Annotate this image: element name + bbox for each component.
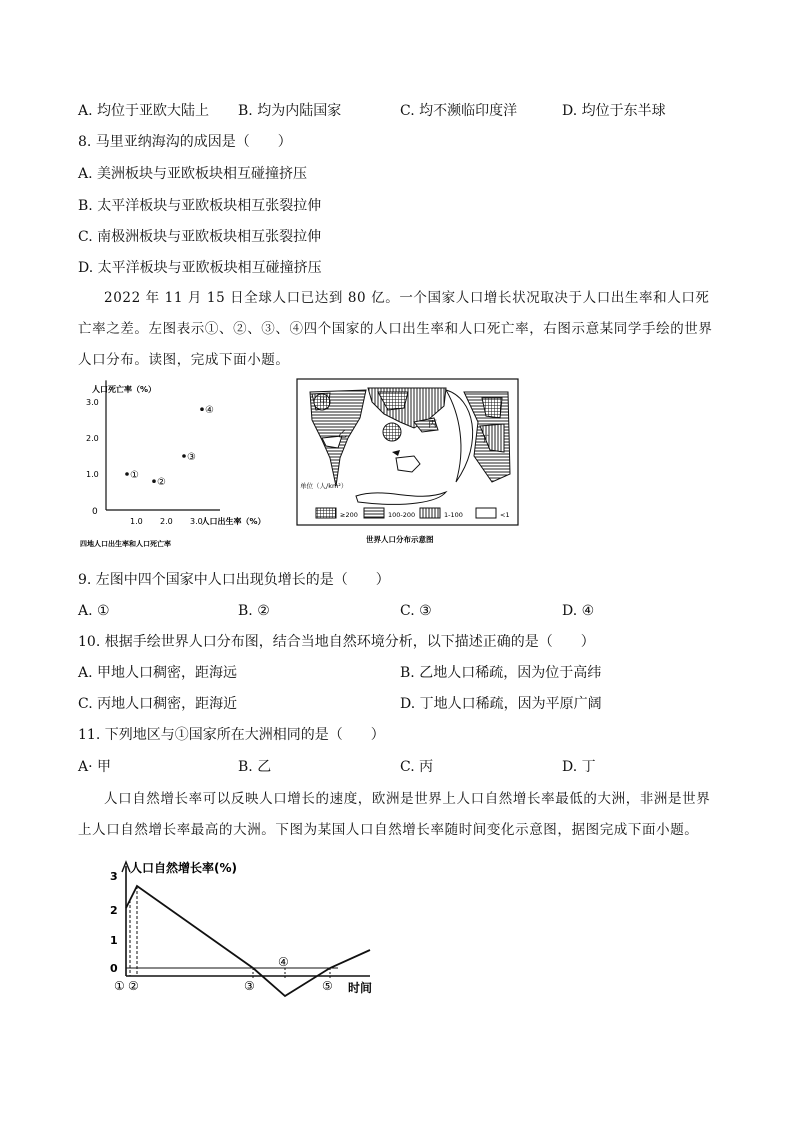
scatter-point-label-2: ②: [157, 477, 166, 489]
legend-label-3: 1-100: [444, 511, 463, 519]
q8-stem: 8. 马里亚纳海沟的成因是（ ）: [78, 134, 292, 150]
q9-option-b: B. ②: [238, 603, 270, 619]
q7-option-c: C. 均不濒临印度洋: [400, 103, 518, 119]
q7-option-b: B. 均为内陆国家: [238, 103, 342, 119]
scatter-point-label-1: ①: [130, 470, 139, 481]
passage-population: 2022 年 11 月 15 日全球人口已达到 80 亿。一个国家人口增长状况取决于人口出生率和人口死亡率之差。左图表示①、②、③、④四个国家的人口出生率和人口死亡率，右图示意某同学手绘的世界人口分布。读图，完成下面小题。: [78, 290, 713, 368]
growth-marker-3: ③: [244, 979, 255, 993]
q9-stem: 9. 左图中四个国家中人口出现负增长的是（ ）: [78, 572, 390, 588]
q10-option-c: C. 丙地人口稠密，距海近: [78, 696, 238, 712]
q10-stem: 10. 根据手绘世界人口分布图，结合当地自然环境分析，以下描述正确的是（ ）: [78, 634, 595, 650]
q11-option-b: B. 乙: [238, 759, 272, 775]
q11-option-a: A· 甲: [78, 759, 112, 775]
scatter-ytick-0: 0: [92, 507, 98, 517]
q11-option-d: D. 丁: [562, 759, 596, 775]
scatter-point-label-3: ③: [187, 452, 196, 463]
scatter-ytick-2: 2.0: [86, 434, 99, 443]
q11-option-c: C. 丙: [400, 759, 434, 775]
growth-ylabel: 人口自然增长率(%): [130, 861, 237, 875]
world-population-map: [296, 378, 520, 550]
label-jia: 甲: [319, 397, 329, 407]
growth-xlabel: 时间: [348, 981, 373, 995]
q10-option-d: D. 丁地人口稀疏，因为平原广阔: [400, 696, 602, 712]
scatter-point-label-4: ④: [205, 405, 214, 417]
scatter-xtick-3: 3.0: [190, 517, 203, 526]
scatter-point-4: [200, 407, 204, 411]
q10-option-a: A. 甲地人口稠密，距海远: [78, 665, 238, 681]
scatter-xtick-1: 1.0: [130, 517, 143, 526]
label-bing: 丙: [428, 420, 438, 430]
scatter-ytick-3: 3.0: [86, 398, 99, 407]
legend-swatch-4: [476, 508, 496, 518]
growth-marker-1: ①: [114, 979, 125, 993]
growth-marker-5: ⑤: [322, 979, 333, 993]
q8-option-a: A. 美洲板块与亚欧板块相互碰撞挤压: [78, 166, 308, 182]
label-yi: 乙: [338, 430, 348, 440]
legend-swatch-3: [420, 508, 440, 518]
growth-ytick-0: 0: [110, 962, 118, 975]
birth-death-rate-chart: [78, 380, 288, 552]
scatter-point-1: [125, 472, 129, 476]
growth-ytick-2: 2: [110, 904, 118, 917]
q7-option-d: D. 均位于东半球: [562, 103, 666, 119]
legend-swatch-2: [364, 508, 384, 518]
scatter-xtick-2: 2.0: [160, 517, 173, 526]
legend-label-2: 100-200: [388, 511, 416, 519]
legend-label-4: <1: [500, 511, 510, 519]
scatter-point-2: [152, 479, 156, 483]
legend-title: 单位（人/km²）: [300, 482, 348, 490]
map-caption: 世界人口分布示意图: [366, 535, 434, 544]
scatter-caption: 四地人口出生率和人口死亡率: [80, 540, 171, 548]
q10-option-b: B. 乙地人口稀疏，因为位于高纬: [400, 665, 602, 681]
q11-stem: 11. 下列地区与①国家所在大洲相同的是（ ）: [78, 727, 385, 743]
q9-option-a: A. ①: [78, 603, 110, 619]
label-ding: 丁: [480, 435, 490, 445]
q9-option-d: D. ④: [562, 603, 595, 619]
q7-option-a: A. 均位于亚欧大陆上: [78, 103, 210, 119]
scatter-point-3: [182, 454, 186, 458]
q8-option-d: D. 太平洋板块与亚欧板块相互碰撞挤压: [78, 260, 322, 276]
scatter-ytick-1: 1.0: [86, 470, 99, 479]
legend-swatch-1: [316, 508, 336, 518]
q8-option-b: B. 太平洋板块与亚欧板块相互张裂拉伸: [78, 198, 322, 214]
legend-label-1: ≥200: [340, 511, 358, 519]
q9-option-c: C. ③: [400, 603, 432, 619]
scatter-ylabel: 人口死亡率（%）: [92, 385, 157, 394]
growth-ytick-3: 3: [110, 870, 118, 883]
growth-marker-2: ②: [128, 979, 139, 993]
growth-marker-4: ④: [278, 955, 289, 969]
growth-ytick-1: 1: [110, 934, 118, 947]
q8-option-c: C. 南极洲板块与亚欧板块相互张裂拉伸: [78, 229, 322, 245]
passage-natural-growth: 人口自然增长率可以反映人口增长的速度，欧洲是世界上人口自然增长率最低的大洲，非洲是世界上人口自然增长率最高的大洲。下图为某国人口自然增长率随时间变化示意图，据图完成下面小题。: [78, 791, 711, 838]
scatter-xlabel: 人口出生率（%）: [201, 517, 266, 526]
natural-growth-rate-chart: [108, 856, 388, 1002]
